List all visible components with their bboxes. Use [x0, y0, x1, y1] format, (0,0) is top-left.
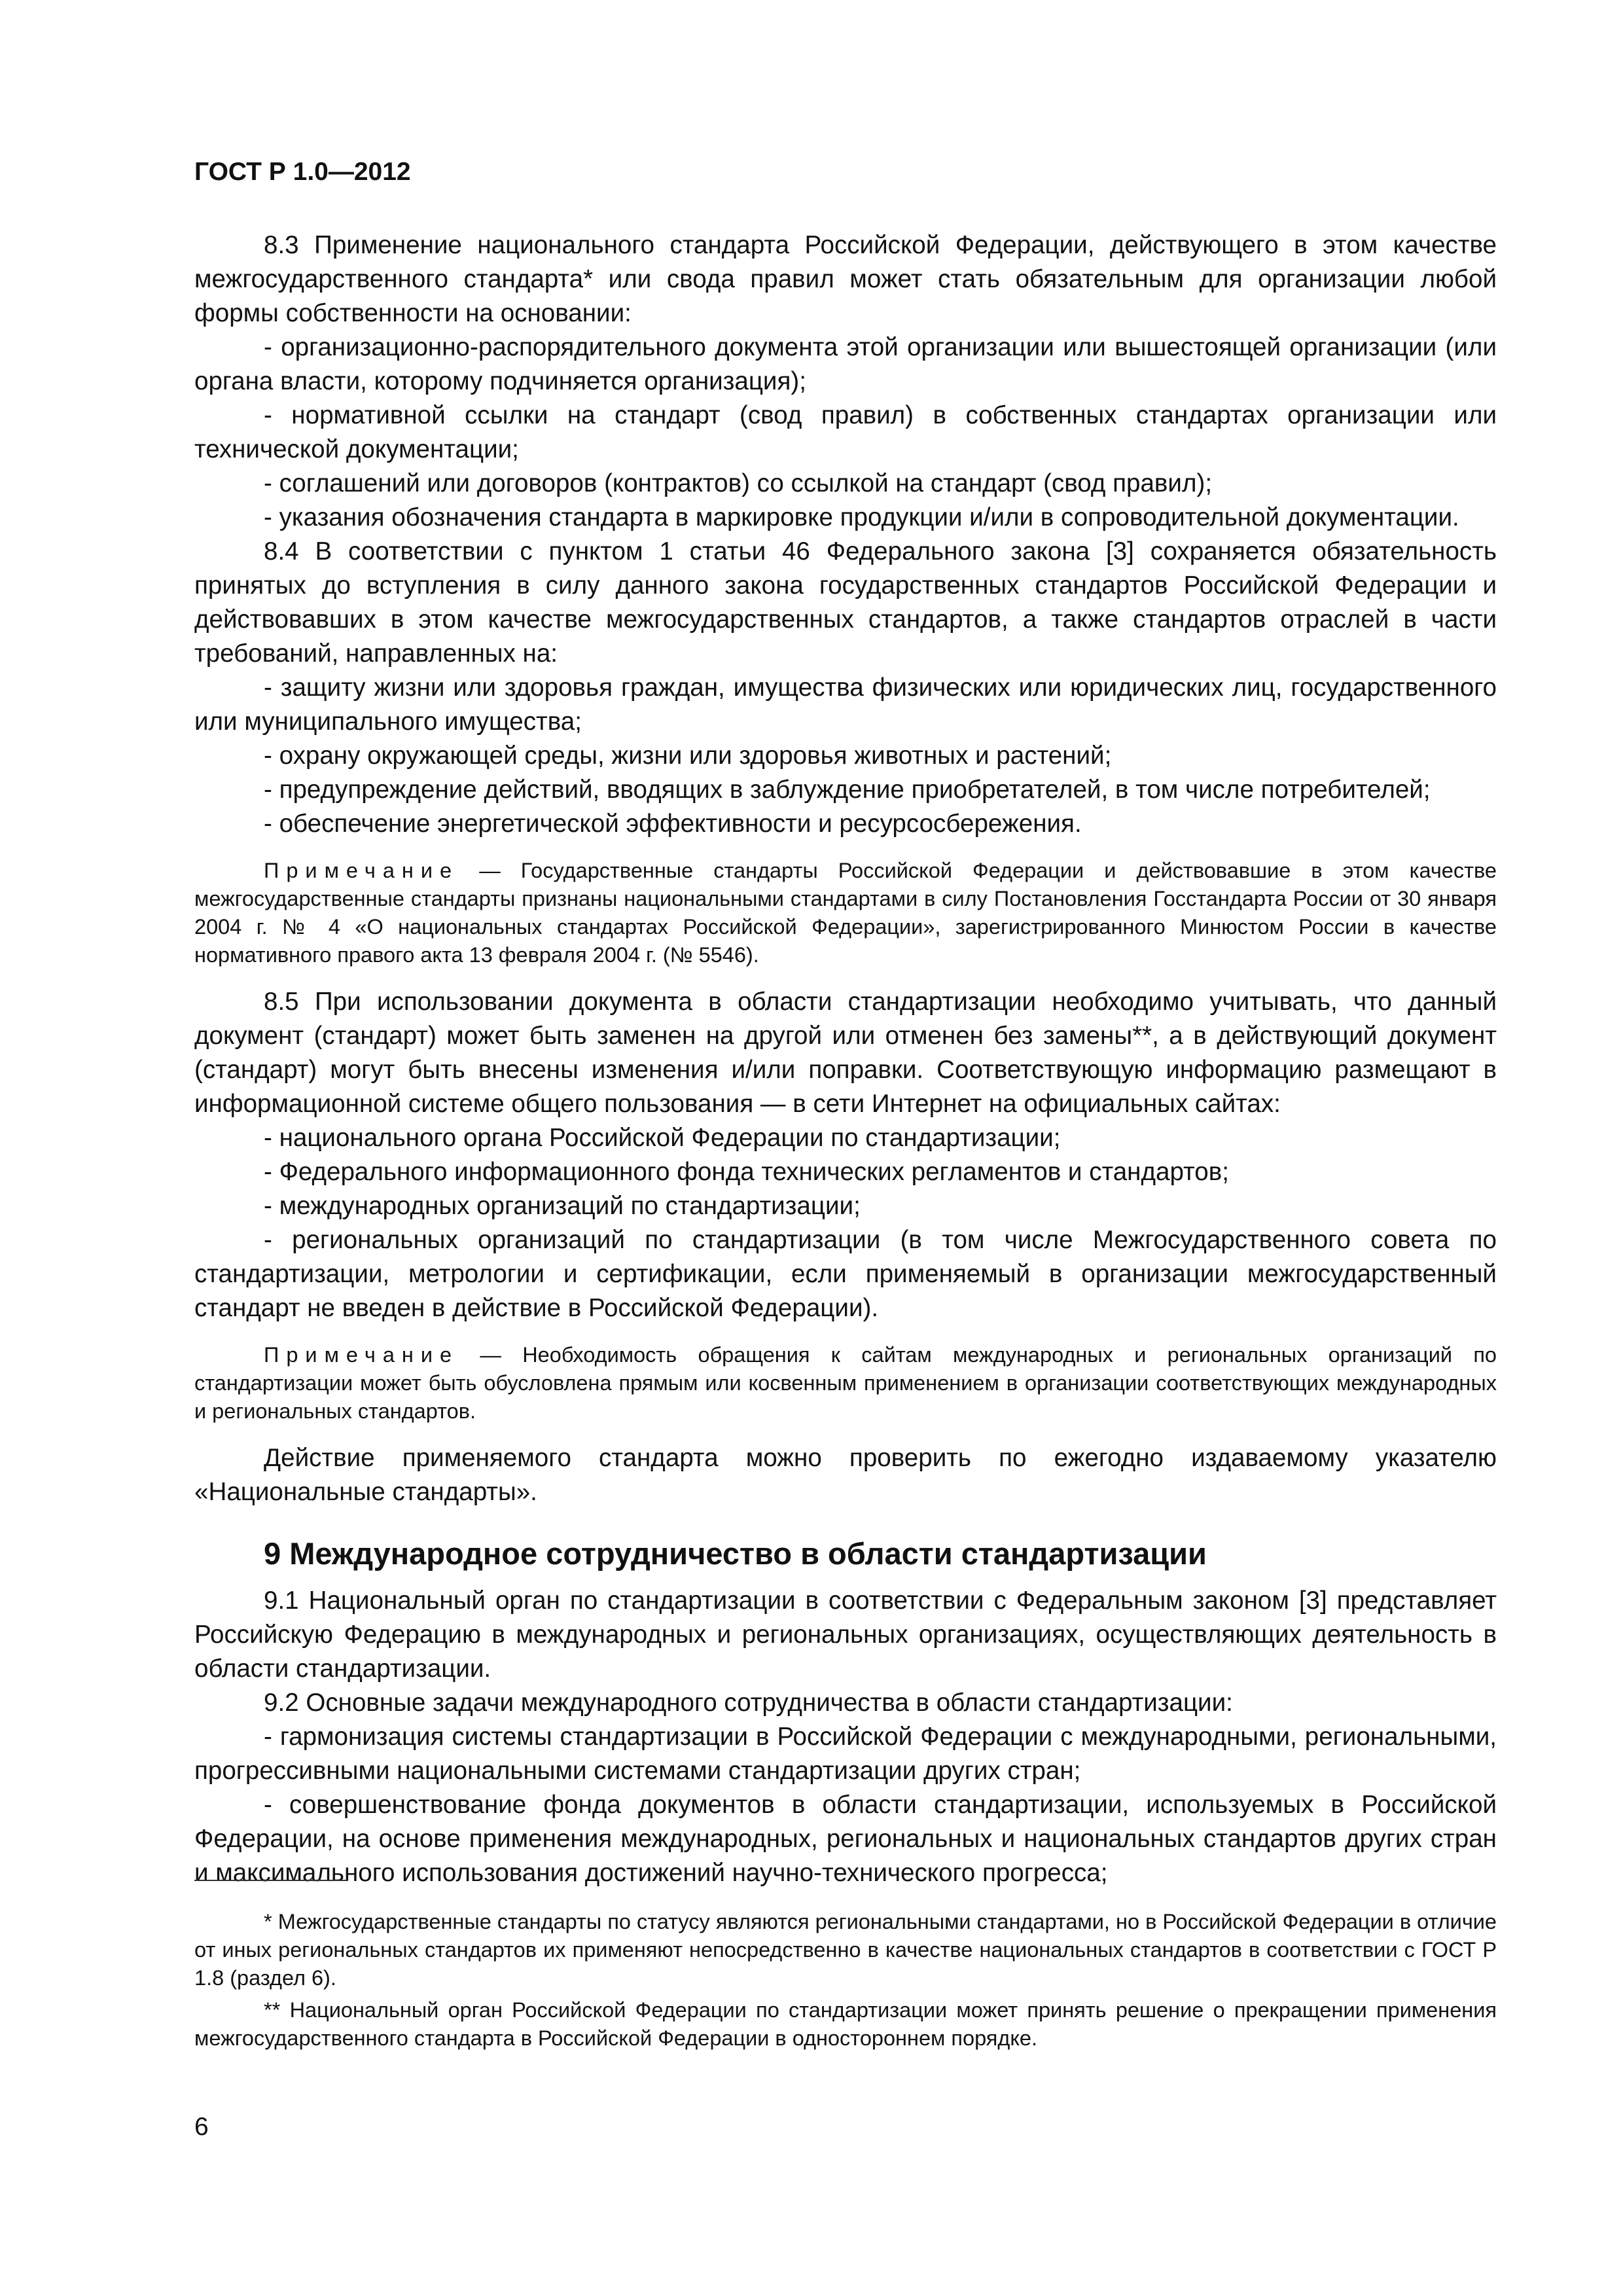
list-item: - защиту жизни или здоровья граждан, имущества физических или юридических лиц, государственного или муниципального имущества;	[194, 673, 1497, 736]
footnote-2: ** Национальный орган Российской Федерации по стандартизации может принять решение о прекращении применения межгосударственного стандарта в Российской Федерации в одностороннем порядке.	[194, 1998, 1497, 2050]
clause-8-3: 8.3 Применение национального стандарта Российской Федерации, действующего в этом качестве межгосударственного стандарта* или свода правил может стать обязательным для организации любой формы собственности на основании:	[194, 230, 1497, 327]
footnote-separator	[194, 1880, 348, 1881]
list-item: - совершенствование фонда документов в области стандартизации, используемых в Российской Федерации, на основе применения международных, региональных и национальных стандартов других стран и максимального использования достижений научно-технического прогресса;	[194, 1791, 1497, 1888]
clause-9-2: 9.2 Основные задачи международного сотрудничества в области стандартизации:	[264, 1689, 1233, 1717]
list-item: - региональных организаций по стандартизации (в том числе Межгосударственного совета по стандартизации, метрологии и сертификации, если применяемый в организации межгосударственный стандарт не введен в действие в Российской Федерации).	[194, 1225, 1497, 1322]
note-label: Примечание	[264, 858, 459, 882]
list-item: - гармонизация системы стандартизации в Российской Федерации с международными, региональными, прогрессивными национальными системами стандартизации других стран;	[194, 1723, 1497, 1785]
page-number: 6	[194, 2113, 209, 2141]
list-item: - охрану окружающей среды, жизни или здоровья животных и растений;	[264, 741, 1112, 770]
list-item: - указания обозначения стандарта в маркировке продукции и/или в сопроводительной документации.	[264, 503, 1459, 531]
document-header: ГОСТ Р 1.0—2012	[194, 158, 411, 186]
note-2	[194, 1341, 1497, 1426]
list-item: - нормативной ссылки на стандарт (свод правил) в собственных стандартах организации или технической документации;	[194, 401, 1497, 463]
list-item: - соглашений или договоров (контрактов) со ссылкой на стандарт (свод правил);	[264, 469, 1213, 497]
list-item: - предупреждение действий, вводящих в заблуждение приобретателей, в том числе потребителей;	[264, 775, 1431, 804]
clause-8-5: 8.5 При использовании документа в области стандартизации необходимо учитывать, что данный документ (стандарт) может быть заменен на другой или отменен без замены**, а в действующий документ (стандарт) могут быть внесены изменения и/или поправки. Соответствующую информацию размещают в информационной системе общего пользования — в сети Интернет на официальных сайтах:	[194, 987, 1497, 1118]
list-item: - обеспечение энергетической эффективности и ресурсосбережения.	[264, 809, 1082, 838]
note-text: — Необходимость обращения к сайтам международных и региональных организаций по стандартизации может быть обусловлена прямым или косвенным применением в организации соответствующих международных и региональных стандартов.	[194, 1342, 1497, 1423]
note-1	[194, 857, 1497, 969]
section-9-heading: 9 Международное сотрудничество в области стандартизации	[264, 1535, 1207, 1571]
clause-8-4: 8.4 В соответствии с пунктом 1 статьи 46 Федерального закона [3] сохраняется обязательность принятых до вступления в силу данного закона государственных стандартов Российской Федерации и действовавших в этом качестве межгосударственных стандартов, а также стандартов отраслей в части требований, направленных на:	[194, 537, 1497, 668]
clause-9-1: 9.1 Национальный орган по стандартизации в соответствии с Федеральным законом [3] представляет Российскую Федерацию в международных и региональных организациях, осуществляющих деятельность в области стандартизации.	[194, 1587, 1497, 1683]
list-item: - Федерального информационного фонда технических регламентов и стандартов;	[264, 1157, 1229, 1186]
list-item: - организационно-распорядительного документа этой организации или вышестоящей организации (или органа власти, которому подчиняется организация);	[194, 332, 1497, 395]
note-text: — Государственные стандарты Российской Федерации и действовавшие в этом качестве межгосударственные стандарты признаны национальными стандартами в силу Постановления Госстандарта России от 30 января 2004 г. № 4 «О национальных стандартах Российской Федерации», зарегистрированного Минюстом России в качестве нормативного правого акта 13 февраля 2004 г. (№ 5546).	[194, 858, 1497, 967]
list-item: - национального органа Российской Федерации по стандартизации;	[264, 1123, 1061, 1152]
page-body	[194, 157, 1497, 1890]
footnote-1: * Межгосударственные стандарты по статусу являются региональными стандартами, но в Российской Федерации в отличие от иных региональных стандартов их применяют непосредственно в качестве национальных стандартов в соответствии с ГОСТ Р 1.8 (раздел 6).	[194, 1910, 1497, 1990]
note-label: Примечание	[264, 1342, 459, 1367]
list-item: - международных организаций по стандартизации;	[264, 1191, 861, 1220]
check-paragraph: Действие применяемого стандарта можно проверить по ежегодно издаваемому указателю «Национальные стандарты».	[194, 1443, 1497, 1506]
